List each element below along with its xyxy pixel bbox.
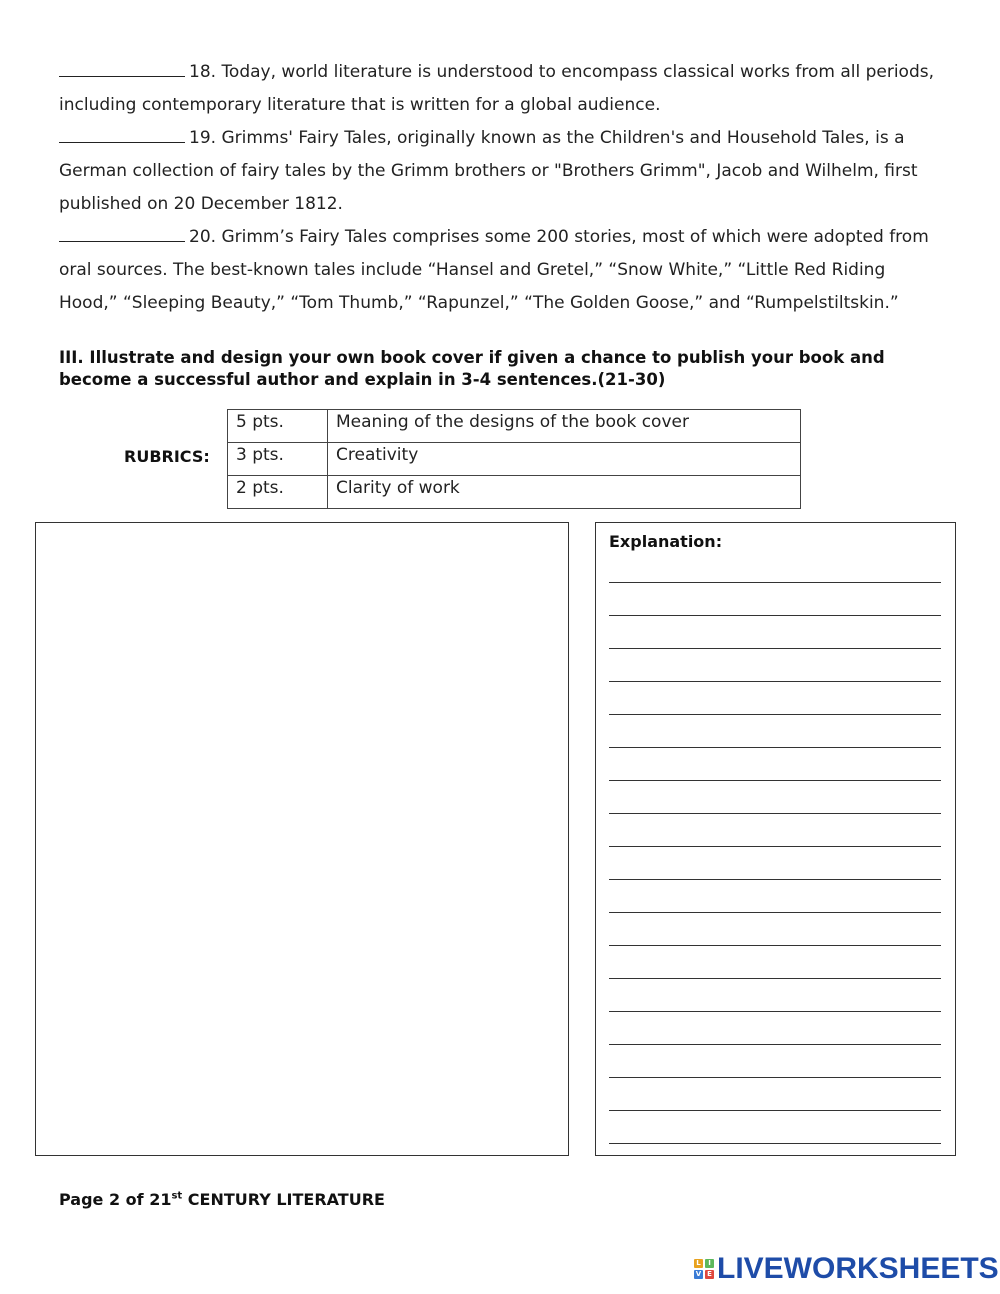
rubric-criterion: Creativity [328,443,801,476]
rubric-points: 2 pts. [228,476,328,509]
explanation-writing-line[interactable] [609,1110,941,1111]
logo-letter: E [705,1270,714,1279]
page-footer [59,1190,385,1209]
question-list [59,56,949,320]
explanation-writing-line[interactable] [609,714,941,715]
answer-blank[interactable] [59,221,185,242]
explanation-writing-line[interactable] [609,582,941,583]
footer-superscript: st [171,1190,183,1202]
explanation-title: Explanation: [609,532,723,551]
liveworksheets-logo [694,1254,999,1284]
question-item [59,221,949,320]
footer-prefix: Page 2 of 21 [59,1190,172,1209]
explanation-writing-line[interactable] [609,615,941,616]
rubric-criterion: Meaning of the designs of the book cover [328,410,801,443]
logo-brand-text: LIVEWORKSHEETS [717,1252,999,1285]
explanation-writing-line[interactable] [609,1044,941,1045]
explanation-writing-line[interactable] [609,912,941,913]
explanation-writing-line[interactable] [609,945,941,946]
explanation-writing-line[interactable] [609,681,941,682]
answer-blank[interactable] [59,56,185,77]
explanation-writing-line[interactable] [609,879,941,880]
logo-letter: I [705,1259,714,1268]
rubrics-label: RUBRICS: [124,447,210,466]
rubric-points: 5 pts. [228,410,328,443]
rubric-table [227,409,801,509]
explanation-writing-line[interactable] [609,1077,941,1078]
explanation-writing-line[interactable] [609,1143,941,1144]
book-cover-drawing-area[interactable] [35,522,569,1156]
answer-blank[interactable] [59,122,185,143]
question-text: 20. Grimm’s Fairy Tales comprises some 200 stories, most of which were adopted from oral sources. The best-known tales include “Hansel and Gretel,” “Snow White,” “Little Red Riding Hood,” “Sleeping Beauty,” “Tom Thumb,” “Rapunzel,” “The Golden Goose,” and “Rumpelstiltskin.” [59,227,929,313]
rubric-row [228,443,801,476]
explanation-writing-line[interactable] [609,813,941,814]
rubric-row [228,476,801,509]
explanation-writing-line[interactable] [609,747,941,748]
rubric-criterion: Clarity of work [328,476,801,509]
logo-letter: V [695,1270,702,1278]
explanation-writing-line[interactable] [609,648,941,649]
explanation-writing-line[interactable] [609,780,941,781]
rubric-points: 3 pts. [228,443,328,476]
question-text: 18. Today, world literature is understood to encompass classical works from all periods, including contemporary literature that is written for a global audience. [59,62,935,115]
footer-suffix: CENTURY LITERATURE [182,1190,385,1209]
section-title: III. Illustrate and design your own book cover if given a chance to publish your book and become a successful author and explain in 3-4 sentences.(21-30) [59,348,885,389]
logo-letter: L [694,1259,703,1268]
explanation-writing-line[interactable] [609,1011,941,1012]
explanation-writing-line[interactable] [609,978,941,979]
explanation-box [595,522,956,1156]
question-item [59,56,949,122]
logo-mark-icon [694,1259,714,1279]
question-item [59,122,949,221]
question-text: 19. Grimms' Fairy Tales, originally known as the Children's and Household Tales, is a German collection of fairy tales by the Grimm brothers or "Brothers Grimm", Jacob and Wilhelm, first published on 20 December 1812. [59,128,918,214]
rubric-row [228,410,801,443]
explanation-writing-line[interactable] [609,846,941,847]
